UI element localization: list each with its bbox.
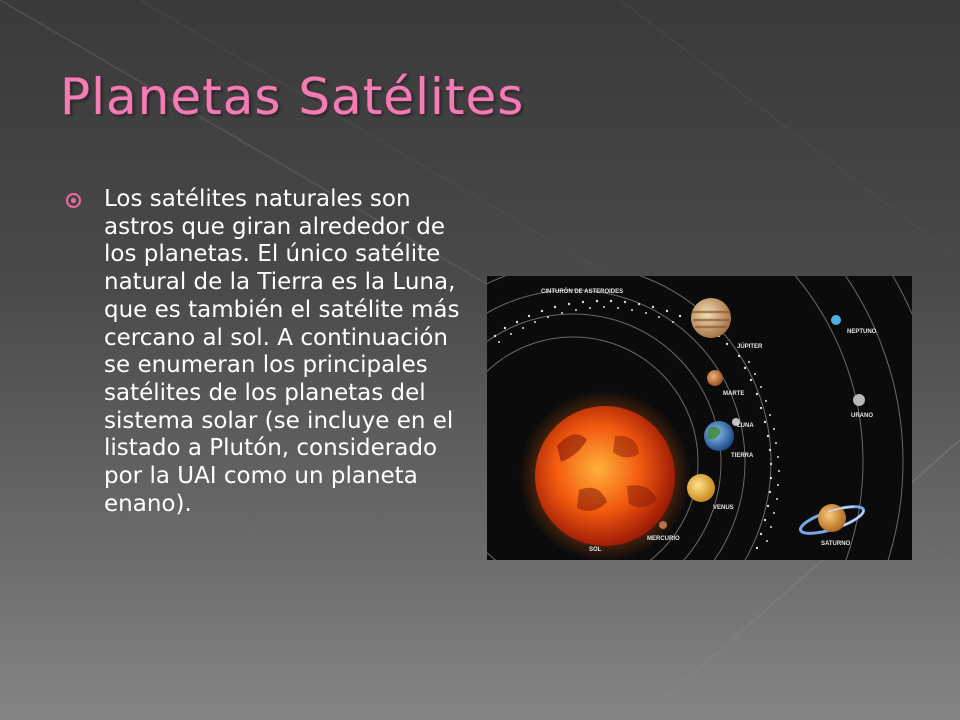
label-venus: VENUS — [713, 505, 734, 511]
mars-planet — [707, 370, 723, 386]
slide-title: Planetas Satélites — [60, 68, 525, 126]
label-saturn: SATURNO — [821, 541, 851, 547]
label-belt: CINTURÓN DE ASTEROIDES — [541, 289, 624, 295]
solar-system-image — [487, 276, 912, 560]
sun-planet — [535, 406, 675, 546]
label-mercury: MERCURIO — [647, 536, 680, 542]
mercury-planet — [659, 521, 667, 529]
bullet-icon — [66, 193, 81, 208]
venus-planet — [687, 474, 715, 502]
label-mars: MARTE — [723, 391, 745, 397]
label-moon: LUNA — [737, 423, 754, 429]
bullet-text: Los satélites naturales son astros que giran alrededor de los planetas. El único satélite natural de la Tierra es la Luna, que es también el satélite más cercano al sol. A continuación se enumeran los principales satélites de los planetas del sistema solar (se incluye en el listado a Plutón, considerado por la UAI como un planeta enano). — [104, 186, 460, 517]
uranus-planet — [853, 394, 865, 406]
label-neptune: NEPTUNO — [847, 329, 877, 335]
bullet-list — [66, 186, 466, 518]
label-earth: TIERRA — [731, 453, 754, 459]
label-uranus: URANO — [851, 413, 873, 419]
label-sun: SOL — [589, 547, 602, 553]
jupiter-planet — [691, 298, 731, 338]
neptune-planet — [831, 315, 841, 325]
label-jupiter: JÚPITER — [737, 344, 763, 350]
